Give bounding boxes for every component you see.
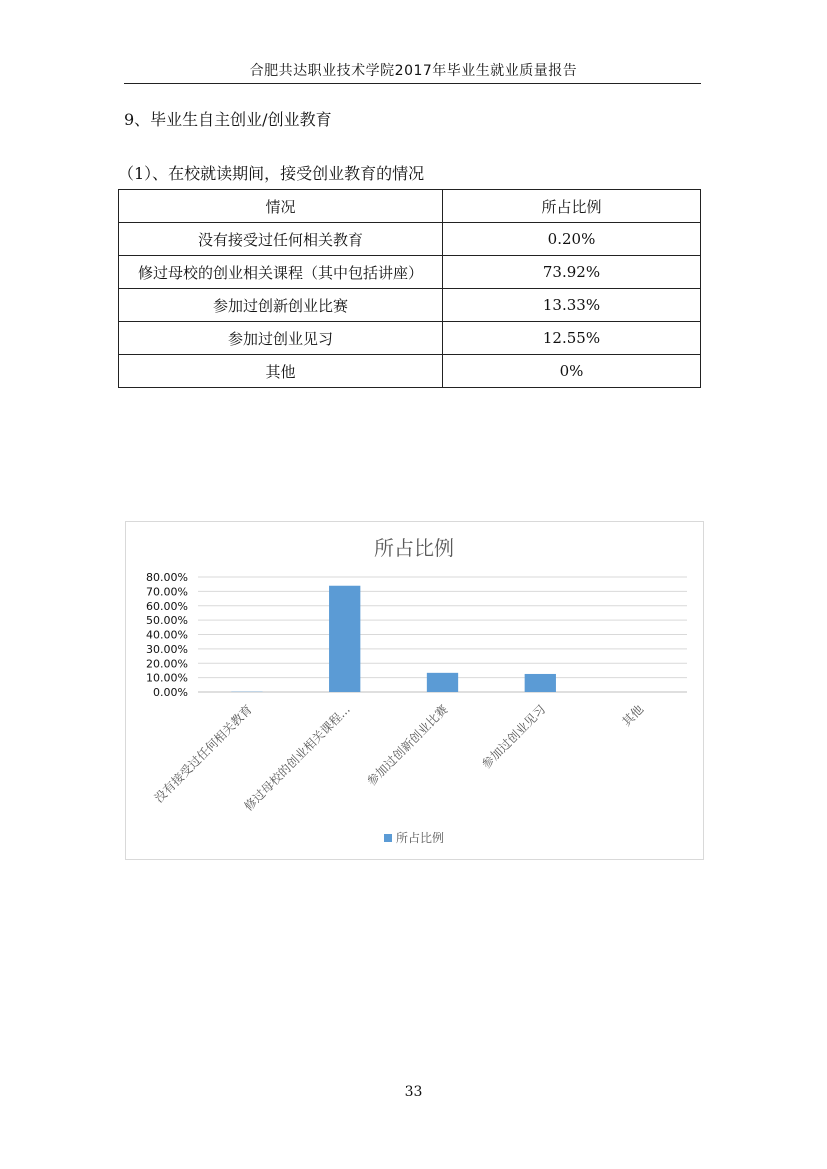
row-label: 没有接受过任何相关教育 [119, 223, 443, 256]
entrepreneurship-education-table [118, 189, 701, 388]
x-category-label: 参加过创业见习 [479, 702, 549, 772]
bar [329, 586, 360, 692]
column-header-situation: 情况 [119, 190, 443, 223]
bar [427, 673, 458, 692]
bar-chart-canvas [126, 522, 703, 859]
y-tick-label: 50.00% [146, 614, 188, 628]
y-tick-label: 60.00% [146, 599, 188, 613]
bar-chart [125, 521, 704, 860]
chart-title: 所占比例 [374, 536, 454, 560]
section-heading: 9、毕业生自主创业/创业教育 [124, 110, 332, 129]
row-value: 12.55% [443, 322, 701, 355]
table-header-row [119, 190, 701, 223]
y-tick-label: 70.00% [146, 585, 188, 599]
table-row [119, 223, 701, 256]
x-category-label: 没有接受过任何相关教育 [151, 702, 256, 806]
column-header-percentage: 所占比例 [443, 190, 701, 223]
table-row [119, 355, 701, 388]
page-number: 33 [404, 1084, 423, 1100]
y-tick-label: 20.00% [146, 657, 188, 671]
table-row [119, 256, 701, 289]
row-label: 修过母校的创业相关课程（其中包括讲座） [119, 256, 443, 289]
row-label: 其他 [119, 355, 443, 388]
table-row [119, 289, 701, 322]
y-tick-label: 40.00% [146, 628, 188, 642]
y-tick-label: 80.00% [146, 571, 188, 584]
y-tick-label: 10.00% [146, 671, 188, 685]
x-category-label: 参加过创新创业比赛 [364, 702, 451, 789]
y-tick-label: 30.00% [146, 642, 188, 656]
sub-heading: （1）、在校就读期间，接受创业教育的情况 [118, 164, 425, 183]
bar [525, 674, 556, 692]
x-category-label: 修过母校的创业相关课程... [241, 702, 353, 814]
page-header-title: 合肥共达职业技术学院2017年毕业生就业质量报告 [249, 63, 578, 79]
x-category-label: 其他 [619, 702, 647, 730]
row-value: 0% [443, 355, 701, 388]
legend-swatch [384, 834, 392, 842]
row-label: 参加过创业见习 [119, 322, 443, 355]
legend-label: 所占比例 [396, 831, 445, 845]
row-value: 13.33% [443, 289, 701, 322]
table-row [119, 322, 701, 355]
header-divider [124, 83, 701, 84]
row-label: 参加过创新创业比赛 [119, 289, 443, 322]
row-value: 73.92% [443, 256, 701, 289]
y-tick-label: 0.00% [153, 686, 188, 699]
row-value: 0.20% [443, 223, 701, 256]
